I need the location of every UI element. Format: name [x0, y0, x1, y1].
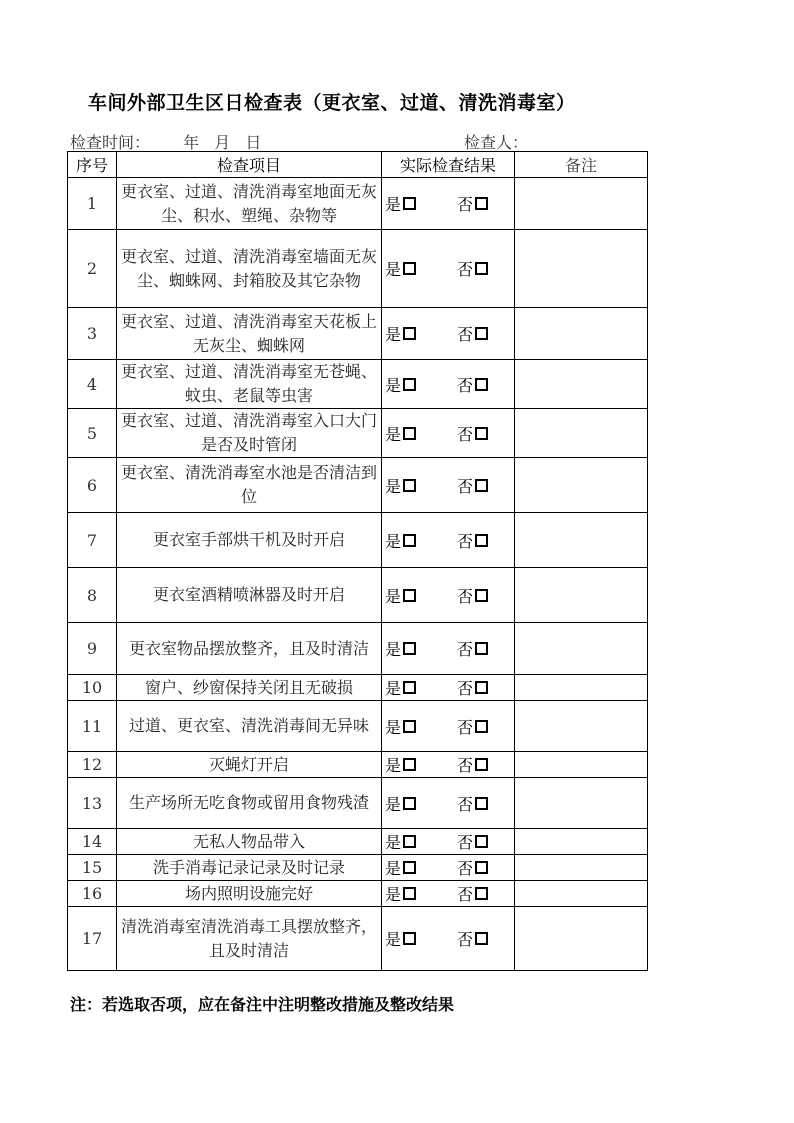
no-label: 否: [457, 885, 474, 904]
note-cell[interactable]: [515, 675, 648, 701]
yes-option[interactable]: [385, 715, 439, 738]
row-number: 13: [68, 778, 117, 829]
yes-option[interactable]: [385, 882, 439, 905]
row-number: 1: [68, 178, 117, 230]
table-row: [68, 409, 648, 458]
no-label: 否: [457, 476, 474, 496]
no-checkbox[interactable]: [475, 681, 488, 694]
yes-option[interactable]: [385, 257, 439, 280]
note-cell[interactable]: [515, 907, 648, 971]
check-item: 更衣室、过道、清洗消毒室墙面无灰尘、蜘蛛网、封箱胶及其它杂物: [117, 230, 382, 308]
yes-label: 是: [385, 531, 402, 551]
check-result: [382, 778, 515, 829]
table-row: [68, 308, 648, 360]
table-row: [68, 855, 648, 881]
check-item: 过道、更衣室、清洗消毒间无异味: [117, 701, 382, 752]
check-item: 更衣室、过道、清洗消毒室无苍蝇、蚊虫、老鼠等虫害: [117, 360, 382, 409]
note-cell[interactable]: [515, 568, 648, 623]
row-number: 6: [68, 458, 117, 513]
no-checkbox[interactable]: [475, 534, 488, 547]
no-option[interactable]: [457, 882, 511, 905]
yes-option[interactable]: [385, 927, 439, 950]
yes-option[interactable]: [385, 529, 439, 552]
yes-label: 是: [385, 833, 402, 852]
no-label: 否: [457, 640, 474, 659]
no-label: 否: [457, 375, 474, 395]
note-cell[interactable]: [515, 513, 648, 568]
no-checkbox[interactable]: [475, 887, 488, 900]
yes-option[interactable]: [385, 830, 439, 853]
check-item: 更衣室手部烘干机及时开启: [117, 513, 382, 568]
page-title: 车间外部卫生区日检查表（更衣室、过道、清洗消毒室）: [88, 92, 576, 114]
note-cell[interactable]: [515, 881, 648, 907]
table-row: [68, 230, 648, 308]
check-result: [382, 458, 515, 513]
check-item: 场内照明设施完好: [117, 881, 382, 907]
check-item: 灭蝇灯开启: [117, 752, 382, 778]
yes-option[interactable]: [385, 474, 439, 497]
yes-label: 是: [385, 195, 402, 214]
note-cell[interactable]: [515, 230, 648, 308]
no-checkbox[interactable]: [475, 197, 488, 210]
yes-checkbox[interactable]: [403, 720, 416, 733]
note-cell[interactable]: [515, 829, 648, 855]
check-result: [382, 568, 515, 623]
check-item: 无私人物品带入: [117, 829, 382, 855]
yes-label: 是: [385, 859, 402, 878]
yes-option[interactable]: [385, 753, 439, 776]
no-option[interactable]: [457, 373, 511, 396]
yes-checkbox[interactable]: [403, 589, 416, 602]
yes-label: 是: [385, 930, 402, 949]
yes-label: 是: [385, 756, 402, 775]
table-row: [68, 752, 648, 778]
no-option[interactable]: [457, 322, 511, 345]
row-number: 7: [68, 513, 117, 568]
no-label: 否: [457, 859, 474, 878]
note-cell[interactable]: [515, 752, 648, 778]
yes-option[interactable]: [385, 373, 439, 396]
no-label: 否: [457, 424, 474, 444]
check-result: [382, 230, 515, 308]
table-row: [68, 778, 648, 829]
row-number: 15: [68, 855, 117, 881]
yes-checkbox[interactable]: [403, 378, 416, 391]
yes-checkbox[interactable]: [403, 681, 416, 694]
row-number: 17: [68, 907, 117, 971]
row-number: 10: [68, 675, 117, 701]
note-cell[interactable]: [515, 458, 648, 513]
yes-option[interactable]: [385, 192, 439, 215]
row-number: 14: [68, 829, 117, 855]
note-cell[interactable]: [515, 701, 648, 752]
no-checkbox[interactable]: [475, 932, 488, 945]
yes-checkbox[interactable]: [403, 197, 416, 210]
yes-label: 是: [385, 375, 402, 395]
row-number: 12: [68, 752, 117, 778]
note-cell[interactable]: [515, 409, 648, 458]
check-result: [382, 701, 515, 752]
no-label: 否: [457, 586, 474, 606]
note-cell[interactable]: [515, 778, 648, 829]
yes-option[interactable]: [385, 322, 439, 345]
check-result: [382, 360, 515, 409]
yes-label: 是: [385, 717, 402, 737]
check-item: 窗户、纱窗保持关闭且无破损: [117, 675, 382, 701]
yes-option[interactable]: [385, 792, 439, 815]
check-result: [382, 409, 515, 458]
year-label: 年: [183, 133, 200, 152]
yes-label: 是: [385, 640, 402, 659]
header-item: 检查项目: [117, 152, 382, 178]
row-number: 9: [68, 623, 117, 675]
row-number: 16: [68, 881, 117, 907]
no-label: 否: [457, 260, 474, 279]
table-row: [68, 568, 648, 623]
no-checkbox[interactable]: [475, 861, 488, 874]
table-row: [68, 513, 648, 568]
no-option[interactable]: [457, 257, 511, 280]
yes-option[interactable]: [385, 422, 439, 445]
yes-label: 是: [385, 885, 402, 904]
table-row: [68, 178, 648, 230]
no-option[interactable]: [457, 474, 511, 497]
no-label: 否: [457, 531, 474, 551]
inspector-label: 检查人：: [464, 133, 529, 152]
no-checkbox[interactable]: [475, 427, 488, 440]
day-label: 日: [245, 133, 262, 152]
no-checkbox[interactable]: [475, 589, 488, 602]
table-row: [68, 458, 648, 513]
note-cell[interactable]: [515, 623, 648, 675]
yes-checkbox[interactable]: [403, 887, 416, 900]
row-number: 2: [68, 230, 117, 308]
no-checkbox[interactable]: [475, 642, 488, 655]
no-option[interactable]: [457, 192, 511, 215]
yes-label: 是: [385, 325, 402, 344]
row-number: 3: [68, 308, 117, 360]
check-item: 更衣室酒精喷淋器及时开启: [117, 568, 382, 623]
yes-label: 是: [385, 586, 402, 606]
yes-option[interactable]: [385, 584, 439, 607]
check-result: [382, 881, 515, 907]
note-cell[interactable]: [515, 855, 648, 881]
table-row: [68, 907, 648, 971]
check-item: 洗手消毒记录记录及时记录: [117, 855, 382, 881]
check-time-line: [70, 130, 261, 153]
no-checkbox[interactable]: [475, 327, 488, 340]
no-option[interactable]: [457, 637, 511, 660]
no-checkbox[interactable]: [475, 835, 488, 848]
no-checkbox[interactable]: [475, 797, 488, 810]
no-label: 否: [457, 195, 474, 214]
table-row: [68, 881, 648, 907]
table-body: [68, 178, 648, 971]
footnote: 注：若选取否项，应在备注中注明整改措施及整改结果: [70, 995, 455, 1014]
check-result: [382, 178, 515, 230]
row-number: 4: [68, 360, 117, 409]
inspection-table: [67, 151, 648, 971]
yes-option[interactable]: [385, 676, 439, 699]
yes-option[interactable]: [385, 856, 439, 879]
yes-checkbox[interactable]: [403, 932, 416, 945]
note-cell[interactable]: [515, 178, 648, 230]
check-result: [382, 829, 515, 855]
no-checkbox[interactable]: [475, 262, 488, 275]
no-option[interactable]: [457, 584, 511, 607]
no-label: 否: [457, 756, 474, 775]
table-row: [68, 675, 648, 701]
check-result: [382, 752, 515, 778]
yes-checkbox[interactable]: [403, 861, 416, 874]
yes-checkbox[interactable]: [403, 758, 416, 771]
no-option[interactable]: [457, 830, 511, 853]
no-label: 否: [457, 930, 474, 949]
yes-checkbox[interactable]: [403, 534, 416, 547]
no-checkbox[interactable]: [475, 479, 488, 492]
table-row: [68, 701, 648, 752]
no-label: 否: [457, 717, 474, 737]
check-result: [382, 623, 515, 675]
no-option[interactable]: [457, 422, 511, 445]
yes-checkbox[interactable]: [403, 479, 416, 492]
yes-checkbox[interactable]: [403, 835, 416, 848]
yes-option[interactable]: [385, 637, 439, 660]
table-header-row: [68, 152, 648, 178]
yes-checkbox[interactable]: [403, 427, 416, 440]
note-cell[interactable]: [515, 360, 648, 409]
check-item: 更衣室、过道、清洗消毒室天花板上无灰尘、蜘蛛网: [117, 308, 382, 360]
no-option[interactable]: [457, 753, 511, 776]
no-option[interactable]: [457, 927, 511, 950]
check-result: [382, 513, 515, 568]
row-number: 8: [68, 568, 117, 623]
yes-checkbox[interactable]: [403, 797, 416, 810]
row-number: 5: [68, 409, 117, 458]
no-option[interactable]: [457, 676, 511, 699]
check-item: 更衣室、过道、清洗消毒室地面无灰尘、积水、塑绳、杂物等: [117, 178, 382, 230]
check-result: [382, 907, 515, 971]
no-label: 否: [457, 833, 474, 852]
yes-label: 是: [385, 424, 402, 444]
no-option[interactable]: [457, 856, 511, 879]
check-result: [382, 308, 515, 360]
check-result: [382, 675, 515, 701]
no-label: 否: [457, 794, 474, 814]
check-item: 更衣室、过道、清洗消毒室入口大门是否及时管闭: [117, 409, 382, 458]
no-label: 否: [457, 679, 474, 698]
no-option[interactable]: [457, 792, 511, 815]
check-item: 清洗消毒室清洗消毒工具摆放整齐，且及时清洁: [117, 907, 382, 971]
yes-checkbox[interactable]: [403, 642, 416, 655]
check-item: 更衣室、清洗消毒室水池是否清洁到位: [117, 458, 382, 513]
inspector-line: [464, 130, 528, 153]
check-item: 生产场所无吃食物或留用食物残渣: [117, 778, 382, 829]
check-time-label: 检查时间：: [70, 133, 151, 152]
table-row: [68, 360, 648, 409]
row-number: 11: [68, 701, 117, 752]
yes-checkbox[interactable]: [403, 327, 416, 340]
header-note: 备注: [515, 152, 648, 178]
month-label: 月: [214, 133, 231, 152]
yes-label: 是: [385, 794, 402, 814]
yes-label: 是: [385, 679, 402, 698]
yes-label: 是: [385, 476, 402, 496]
header-result: 实际检查结果: [382, 152, 515, 178]
no-label: 否: [457, 325, 474, 344]
yes-checkbox[interactable]: [403, 262, 416, 275]
no-checkbox[interactable]: [475, 720, 488, 733]
no-checkbox[interactable]: [475, 758, 488, 771]
header-no: 序号: [68, 152, 117, 178]
check-result: [382, 855, 515, 881]
check-item: 更衣室物品摆放整齐，且及时清洁: [117, 623, 382, 675]
no-option[interactable]: [457, 529, 511, 552]
note-cell[interactable]: [515, 308, 648, 360]
table-row: [68, 829, 648, 855]
yes-label: 是: [385, 260, 402, 279]
no-option[interactable]: [457, 715, 511, 738]
no-checkbox[interactable]: [475, 378, 488, 391]
table-row: [68, 623, 648, 675]
